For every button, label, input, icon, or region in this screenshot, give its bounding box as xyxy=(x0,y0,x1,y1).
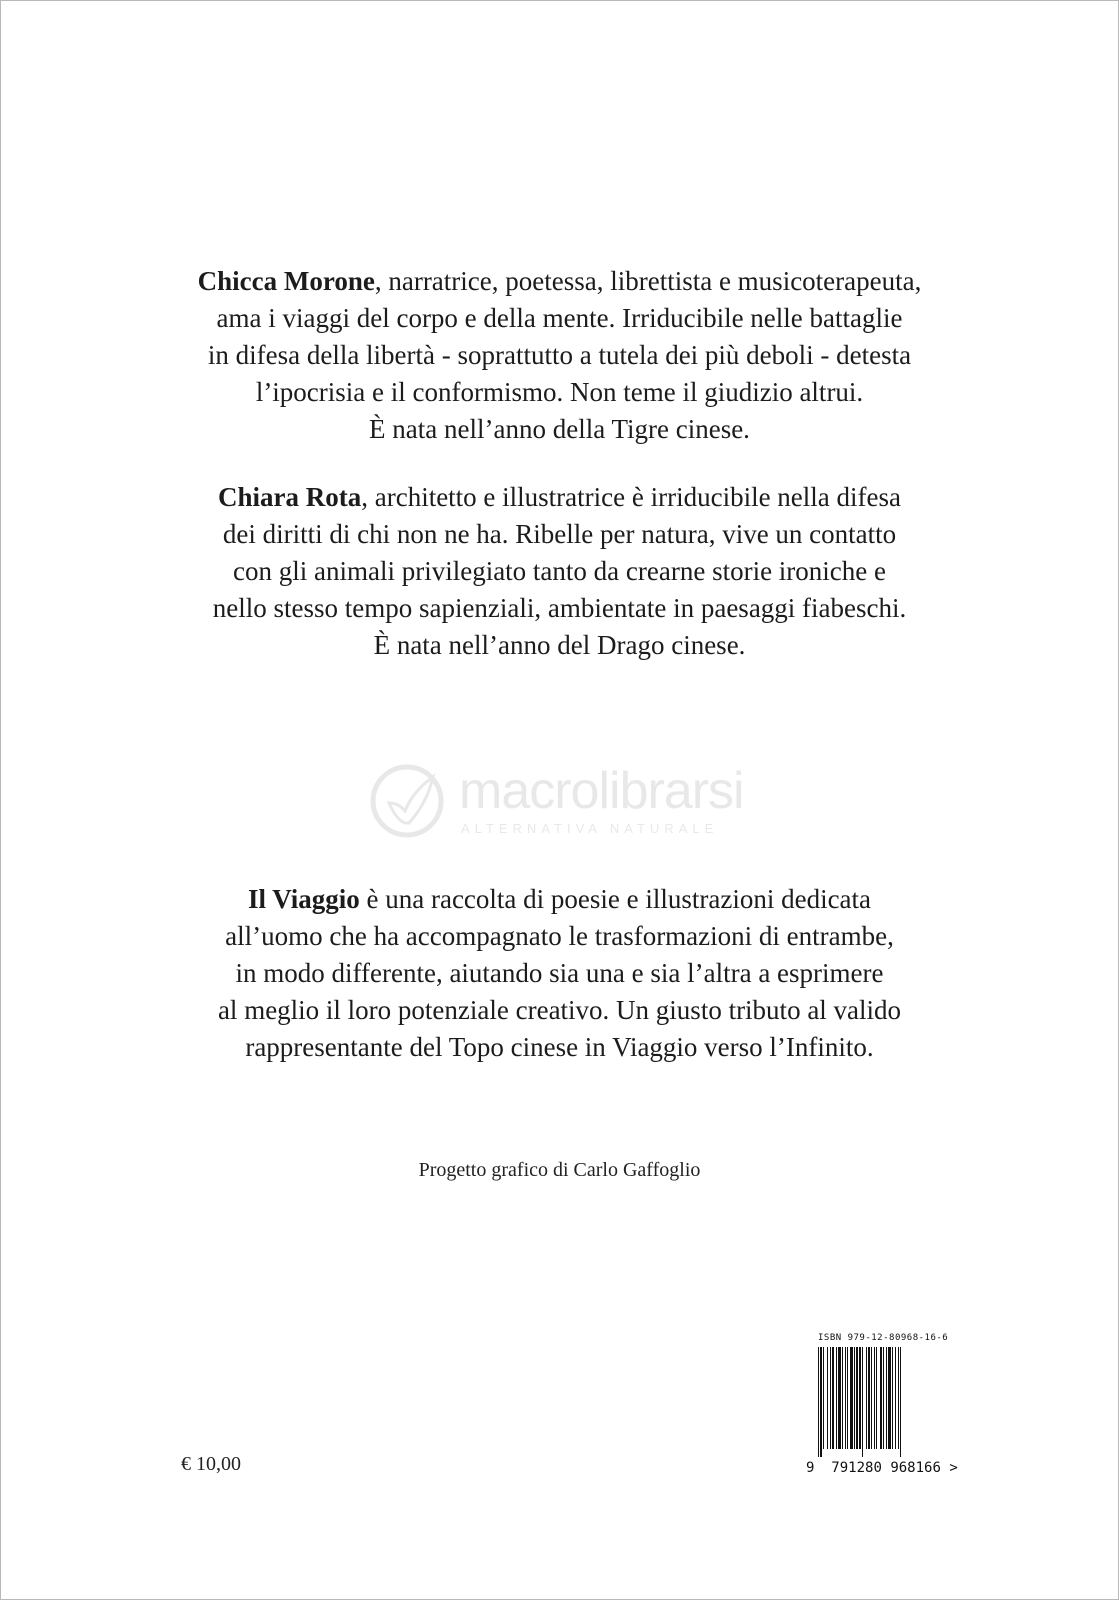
barcode-bar xyxy=(871,1347,872,1449)
barcode-bar xyxy=(888,1347,891,1449)
barcode-bar xyxy=(845,1347,846,1449)
barcode-bar xyxy=(830,1347,831,1449)
author-bio-chicca-morone: Chicca Morone, narratrice, poetessa, librettista e musicoterapeuta, ama i viaggi del corpo e della mente. Irriducibile nelle battaglie in difesa della libertà - soprattutto a tutela dei più deboli - detesta l’ipocrisia e il conformismo. Non teme il giudizio altrui. È nata nell’anno della Tigre cinese. xyxy=(197,266,922,444)
barcode-bar xyxy=(836,1347,837,1449)
watermark-brand: macrolibrarsi xyxy=(459,762,744,820)
macrolibrarsi-watermark xyxy=(369,761,759,841)
barcode-bar xyxy=(850,1347,853,1449)
ean-number: 9 791280 968166 > xyxy=(806,1460,958,1476)
barcode-bar xyxy=(862,1347,863,1457)
isbn-label: ISBN 979-12-80968-16-6 xyxy=(818,1333,949,1343)
barcode-bar xyxy=(866,1347,867,1449)
barcode-bar xyxy=(900,1347,901,1457)
leaf-logo-icon xyxy=(369,763,445,839)
barcode-bar xyxy=(898,1347,899,1449)
illustrator-bio-chiara-rota: Chiara Rota, architetto e illustratrice è irriducibile nella difesa dei diritti di chi non ne ha. Ribelle per natura, vive un contatto con gli animali privilegiato tanto da crearne storie ironiche e nello stesso tempo sapienziali, ambientate in paesaggi fiabeschi. È nata nell’anno del Drago cinese. xyxy=(212,482,907,660)
barcode-bar xyxy=(892,1347,893,1449)
barcode-bar xyxy=(823,1347,824,1449)
barcode-bar xyxy=(854,1347,855,1449)
barcode-bar xyxy=(820,1347,822,1457)
watermark-tagline: ALTERNATIVA NATURALE xyxy=(461,821,719,836)
book-description: Il Viaggio è una raccolta di poesie e illustrazioni dedicata all’uomo che ha accompagnato le trasformazioni di entrambe, in modo differente, aiutando sia una e sia l’altra a esprimere al meglio il loro potenziale creativo. Un giusto tributo al valido rappresentante del Topo cinese in Viaggio verso l’Infinito. xyxy=(217,884,902,1062)
barcode-bar xyxy=(886,1347,887,1449)
barcode-bar xyxy=(876,1347,877,1449)
price-label: € 10,00 xyxy=(181,1453,241,1475)
barcode-bar xyxy=(832,1347,834,1449)
barcode-bar xyxy=(874,1347,875,1449)
isbn-barcode xyxy=(806,1333,958,1483)
barcode-bar xyxy=(847,1347,848,1449)
barcode-bar xyxy=(868,1347,870,1449)
illustrator-name: Chiara Rota xyxy=(217,482,362,512)
barcode-bar xyxy=(883,1347,884,1449)
barcode-bar xyxy=(818,1347,819,1457)
barcode-bar xyxy=(895,1347,896,1449)
barcode-bar xyxy=(880,1347,882,1449)
barcode-bars xyxy=(818,1347,938,1457)
graphic-design-credit: Progetto grafico di Carlo Gaffoglio xyxy=(418,1159,701,1181)
barcode-bar xyxy=(838,1347,841,1449)
barcode-bar xyxy=(856,1347,858,1449)
book-title: Il Viaggio xyxy=(247,884,360,914)
barcode-bar xyxy=(842,1347,843,1449)
author-name: Chicca Morone xyxy=(197,266,375,296)
barcode-bar xyxy=(859,1347,861,1449)
barcode-bar xyxy=(827,1347,828,1449)
